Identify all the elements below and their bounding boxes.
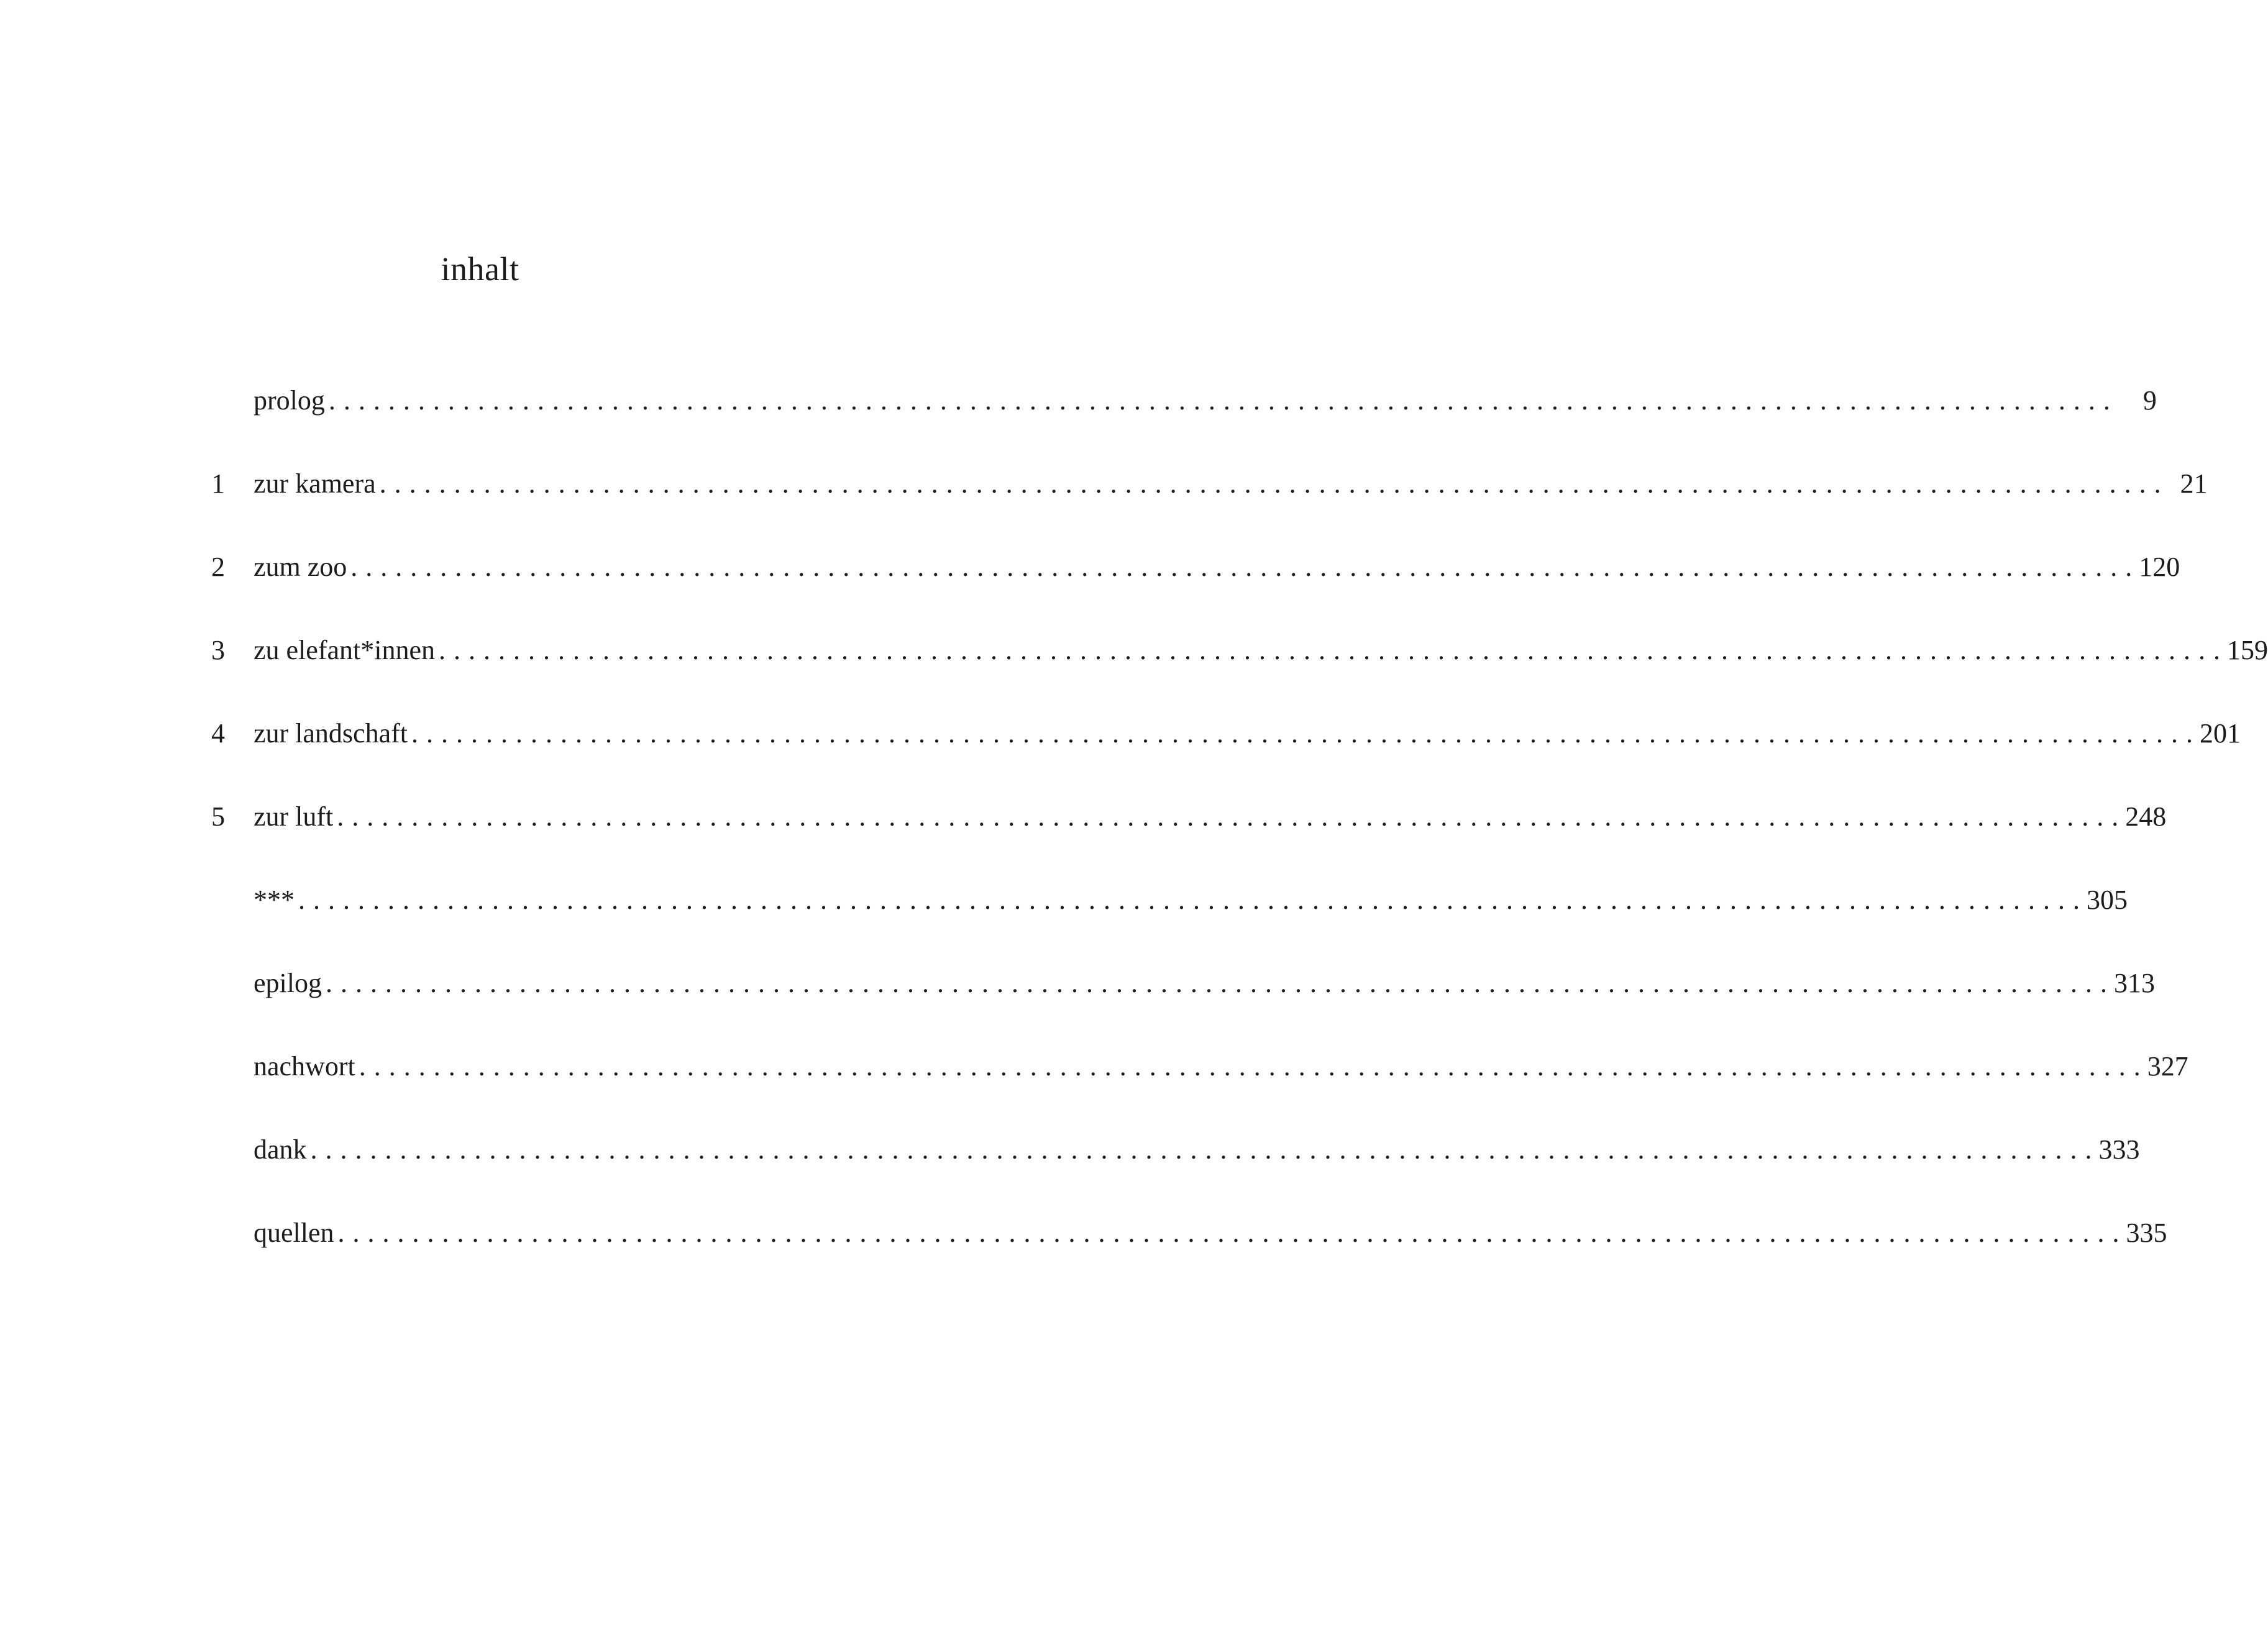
toc-entry-page: 313 xyxy=(2113,968,2155,998)
toc-entry-number: 4 xyxy=(211,718,225,749)
toc-entry-zur-luft[interactable] xyxy=(211,795,2167,878)
toc-entry-page: 21 xyxy=(2180,468,2208,499)
toc-entry-title: epilog xyxy=(254,968,322,998)
dot-leader: . . . . . . . . . . . . . . . . . . . . . . . . . . . . . . . . . . . . . . . . . . . . . . . . . . . . . . . . . . . . . . . . . . . . . . . . . . . . . . . . . . . . . . . . . . . . . . . . . . . . . . . . . . . . . . . . . . . . . . . . xyxy=(350,552,2133,582)
toc-entry-page: 120 xyxy=(2139,552,2180,582)
toc-entry-asterisks[interactable] xyxy=(211,878,2128,962)
dot-leader: . . . . . . . . . . . . . . . . . . . . . . . . . . . . . . . . . . . . . . . . . . . . . . . . . . . . . . . . . . . . . . . . . . . . . . . . . . . . . . . . . . . . . . . . . . . . . . . . . . . . . . . . . . . . . . . . . . . . . . . . xyxy=(438,635,2221,665)
toc-entry-dank[interactable] xyxy=(211,1128,2140,1211)
dot-leader: . . . . . . . . . . . . . . . . . . . . . . . . . . . . . . . . . . . . . . . . . . . . . . . . . . . . . . . . . . . . . . . . . . . . . . . . . . . . . . . . . . . . . . . . . . . . . . . . . . . . . . . . . . . . . . . . . . . . . . . . xyxy=(298,885,2080,915)
toc-entry-title: prolog xyxy=(254,385,325,416)
toc-entry-title: zur luft xyxy=(254,801,334,832)
toc-entry-title: zur kamera xyxy=(254,468,376,499)
toc-entry-page: 9 xyxy=(2142,385,2157,416)
toc-entry-page: 248 xyxy=(2125,801,2167,832)
dot-leader: . . . . . . . . . . . . . . . . . . . . . . . . . . . . . . . . . . . . . . . . . . . . . . . . . . . . . . . . . . . . . . . . . . . . . . . . . . . . . . . . . . . . . . . . . . . . . . . . . . . . . . . . . . . . . . . . . . . . . . . . xyxy=(411,718,2193,749)
toc-entry-title: zur landschaft xyxy=(254,718,408,749)
dot-leader: . . . . . . . . . . . . . . . . . . . . . . . . . . . . . . . . . . . . . . . . . . . . . . . . . . . . . . . . . . . . . . . . . . . . . . . . . . . . . . . . . . . . . . . . . . . . . . . . . . . . . . . . . . . . . . . . . . . . . . . . xyxy=(337,1218,2120,1248)
toc-entry-page: 305 xyxy=(2087,885,2128,915)
toc-entry-number: 2 xyxy=(211,552,225,582)
dot-leader: . . . . . . . . . . . . . . . . . . . . . . . . . . . . . . . . . . . . . . . . . . . . . . . . . . . . . . . . . . . . . . . . . . . . . . . . . . . . . . . . . . . . . . . . . . . . . . . . . . . . . . . . . . . . . . . . . . . . . . . . xyxy=(337,801,2119,832)
toc-entry-title: dank xyxy=(254,1134,307,1165)
toc-entry-page: 159 xyxy=(2226,635,2268,665)
dot-leader: . . . . . . . . . . . . . . . . . . . . . . . . . . . . . . . . . . . . . . . . . . . . . . . . . . . . . . . . . . . . . . . . . . . . . . . . . . . . . . . . . . . . . . . . . . . . . . . . . . . . . . . . . . . . . . . . . . . . . . . . xyxy=(359,1051,2141,1081)
toc-entry-epilog[interactable] xyxy=(211,962,2155,1045)
toc-entry-title: *** xyxy=(254,885,295,915)
toc-entry-title: nachwort xyxy=(254,1051,355,1081)
dot-leader: . . . . . . . . . . . . . . . . . . . . . . . . . . . . . . . . . . . . . . . . . . . . . . . . . . . . . . . . . . . . . . . . . . . . . . . . . . . . . . . . . . . . . . . . . . . . . . . . . . . . . . . . . . . . . . . . . . . . . . . . xyxy=(379,468,2162,499)
toc-entry-page: 327 xyxy=(2147,1051,2188,1081)
dot-leader: . . . . . . . . . . . . . . . . . . . . . . . . . . . . . . . . . . . . . . . . . . . . . . . . . . . . . . . . . . . . . . . . . . . . . . . . . . . . . . . . . . . . . . . . . . . . . . . . . . . . . . . . . . . . . . . . . . . . . . . . xyxy=(325,968,2108,998)
toc-entry-number: 3 xyxy=(211,635,225,665)
toc-entry-title: zu elefant*innen xyxy=(254,635,435,665)
toc-entry-page: 333 xyxy=(2098,1134,2140,1165)
toc-entry-zum-zoo[interactable] xyxy=(211,545,2180,629)
toc-entry-page: 335 xyxy=(2126,1218,2167,1248)
toc-entry-zu-elefantinnen[interactable] xyxy=(211,629,2268,712)
dot-leader: . . . . . . . . . . . . . . . . . . . . . . . . . . . . . . . . . . . . . . . . . . . . . . . . . . . . . . . . . . . . . . . . . . . . . . . . . . . . . . . . . . . . . . . . . . . . . . . . . . . . . . . . . . . . . . . . . . . . . . . . xyxy=(310,1134,2093,1165)
toc-entry-zur-landschaft[interactable] xyxy=(211,712,2241,795)
table-of-contents xyxy=(211,379,2268,1295)
toc-entry-nachwort[interactable] xyxy=(211,1045,2188,1128)
dot-leader: . . . . . . . . . . . . . . . . . . . . . . . . . . . . . . . . . . . . . . . . . . . . . . . . . . . . . . . . . . . . . . . . . . . . . . . . . . . . . . . . . . . . . . . . . . . . . . . . . . . . . . . . . . . . . . . . . . . . . . . . xyxy=(328,385,2111,416)
toc-entry-number: 5 xyxy=(211,801,225,832)
toc-entry-number: 1 xyxy=(211,468,225,499)
toc-entry-title: zum zoo xyxy=(254,552,347,582)
toc-entry-zur-kamera[interactable] xyxy=(211,462,2208,545)
toc-entry-prolog[interactable] xyxy=(211,379,2157,462)
toc-entry-title: quellen xyxy=(254,1218,334,1248)
page-title: inhalt xyxy=(441,250,519,288)
toc-entry-page: 201 xyxy=(2200,718,2241,749)
toc-entry-quellen[interactable] xyxy=(211,1211,2167,1295)
